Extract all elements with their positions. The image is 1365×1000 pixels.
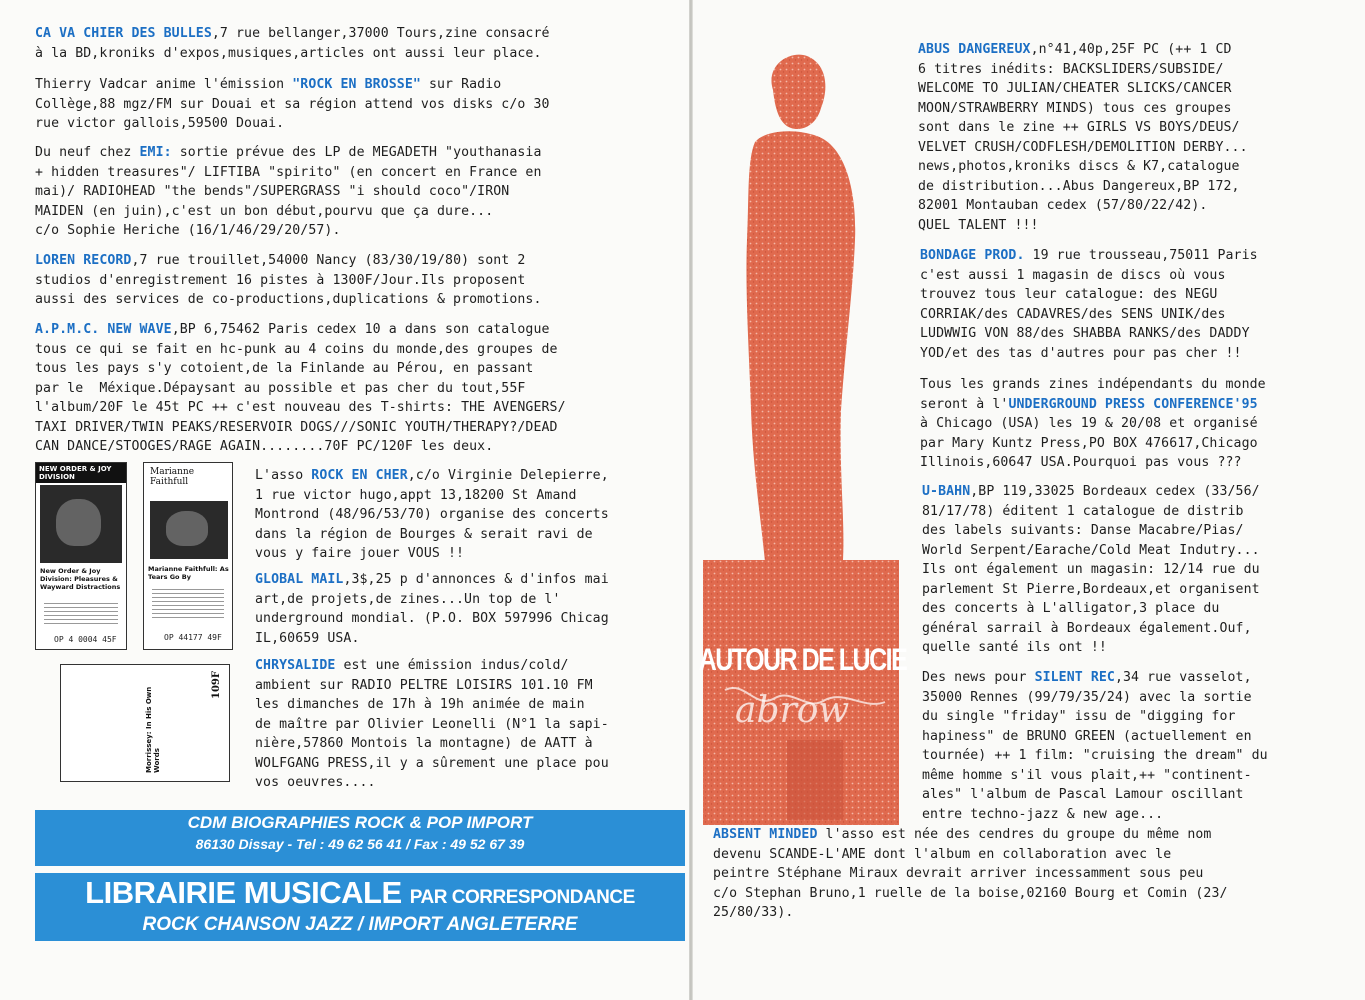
entry-apmc-new-wave: A.P.M.C. NEW WAVE,BP 6,75462 Paris cedex 10 a dans son catalogue tous ce qui se fait en hc-punk au 4 coins du monde,des groupes de tous les pays s'y cotoient,de la Finlande au Pérou, en passant par le Méxique.Dépaysant au possible et pas cher du tout,55F l'album/20F le 45t PC ++ c'est nouveau des T-shirts: THE AVENGERS/ TAXI DRIVER/TWIN PEAKS/RESERVOIR DOGS///SONIC YOUTH/THERAPY?/DEAD CAN DANCE/STOOGES/RAGE AGAIN........70F PC/120F les deux. xyxy=(35,322,566,454)
stamp-handwritten-script: abrow xyxy=(735,690,850,731)
name-bondage-prod: BONDAGE PROD. xyxy=(920,248,1025,263)
entry-silent-rec: Des news pour SILENT REC,34 rue vasselot, 35000 Rennes (99/79/35/24) avec la sortie du single "friday" issu de "digging for hapiness" de BRUNO GREEN (actuellement en tournée) ++ 1 film: "cruising the dream" du même homme s'il vous plait,++ "continent- ales" l'album de Pascal Lamour oscillant entre techno-jazz & new age... xyxy=(922,670,1268,822)
entry-ca-va-chier-des-bulles: CA VA CHIER DES BULLES,7 rue bellanger,37000 Tours,zine consacré à la BD,kroniks d'expos,musiques,articles ont aussi leur place. xyxy=(35,26,550,61)
entry-bondage-prod: BONDAGE PROD. 19 rue trousseau,75011 Paris c'est aussi 1 magasin de discs où vous trouvez tous leur catalogue: des NEGU CORRIAK/des CADAVRES/des SENS UNIK/des LUDWWIG VON 88/des SHABBA RANKS/des DADDY YOD/et des tas d'autres pour pas cher !! xyxy=(920,248,1258,361)
band-title-autour-de-lucie: AUTOUR DE LUCIE xyxy=(698,642,907,678)
entry-u-bahn: U-BAHN,BP 119,33025 Bordeaux cedex (33/56/ 81/17/78) éditent 1 catalogue de distrib des labels suivants: Danse Macabre/Pias/ World Serpent/Earache/Cold Meat Indutry... Ils ont également un magasin: 12/14 rue du parlement St Pierre,Bordeaux,et organisent des concerts à L'alligator,3 place du général sarrail à Bordeaux également.Ouf, quelle santé ils ont !! xyxy=(922,484,1260,655)
name-apmc: A.P.M.C. NEW WAVE xyxy=(35,322,172,337)
name-silent-rec: SILENT REC xyxy=(1034,670,1115,685)
name-u-bahn: U-BAHN xyxy=(922,484,971,499)
entry-underground-press-conference: Tous les grands zines indépendants du monde seront à l'UNDERGROUND PRESS CONFERENCE'95 à Chicago (USA) les 19 & 20/08 et organisé par Mary Kuntz Press,PO BOX 476617,Chicago Illinois,60647 USA.Pourquoi pas vous ??? xyxy=(920,377,1266,470)
cover-text-lines xyxy=(152,589,224,619)
cover-text-lines xyxy=(44,603,118,625)
name-abus-dangereux: ABUS DANGEREUX xyxy=(918,42,1031,57)
entry-chrysalide: CHRYSALIDE est une émission indus/cold/ ambient sur RADIO PELTRE LOISIRS 101.10 FM les dimanches de 17h à 19h animée de main de maître par Olivier Leonelli (N°1 la sapi- nière,57860 Montois la montagne) de AATT à WOLFGANG PRESS,il y a sûrement une place pou vos oeuvres.... xyxy=(255,658,609,790)
name-loren-record: LOREN RECORD xyxy=(35,253,132,268)
name-emi: EMI: xyxy=(139,145,172,160)
cover-photo xyxy=(61,665,113,725)
red-stamp-illustration xyxy=(695,50,910,830)
banner-cdm-biographies: CDM BIOGRAPHIES ROCK & POP IMPORT 86130 Dissay - Tel : 49 62 56 41 / Fax : 49 52 67 39 xyxy=(35,810,685,866)
entry-abus-dangereux: ABUS DANGEREUX,n°41,40p,25F PC (++ 1 CD 6 titres inédits: BACKSLIDERS/SUBSIDE/ WELCOME TO JULIAN/CHEATER SLICKS/CANCER MOON/STRAWBERRY MINDS) tous ces groupes sont dans le zine ++ GIRLS VS BOYS/DEUS/ VELVET CRUSH/CODFLESH/DEMOLITION DERBY... news,photos,kroniks discs & K7,catalogue de distribution...Abus Dangereux,BP 172, 82001 Montauban cedex (57/80/22/42). QUEL TALENT !!! xyxy=(918,42,1248,233)
cover-photo xyxy=(150,501,228,559)
name-absent-minded: ABSENT MINDED xyxy=(713,827,818,842)
name-chrysalide: CHRYSALIDE xyxy=(255,658,336,673)
book-cover-morrissey: Morrissey: In His Own Words 109F xyxy=(60,664,230,782)
cover-photo xyxy=(40,485,122,563)
name-underground-press: UNDERGROUND PRESS CONFERENCE'95 xyxy=(1008,396,1258,412)
book-cover-marianne-faithfull: Marianne Faithfull Marianne Faithfull: As Tears Go By OP 44177 49F xyxy=(143,462,233,650)
banner-librairie-musicale: LIBRAIRIE MUSICALE PAR CORRESPONDANCE ROCK CHANSON JAZZ / IMPORT ANGLETERRE xyxy=(35,873,685,941)
name-global-mail: GLOBAL MAIL xyxy=(255,572,344,587)
name-rock-en-cher: ROCK EN CHER xyxy=(311,468,408,483)
entry-rock-en-cher: L'asso ROCK EN CHER,c/o Virginie Delepierre, 1 rue victor hugo,appt 13,18200 St Amand Montrond (48/96/53/70) organise des concerts dans la région de Bourges & serait ravi de vous y faire jouer VOUS !! xyxy=(255,468,609,561)
entry-loren-record: LOREN RECORD,7 rue trouillet,54000 Nancy (83/30/19/80) sont 2 studios d'enregistrement 16 pistes à 1300F/Jour.Ils proposent aussi des services de co-productions,duplications & promotions. xyxy=(35,253,542,307)
name-rock-en-brosse: "ROCK EN BROSSE" xyxy=(292,77,421,92)
name-ca-va-chier: CA VA CHIER DES BULLES xyxy=(35,26,212,41)
book-cover-new-order: NEW ORDER & JOY DIVISION New Order & Joy Division: Pleasures & Wayward Distractions OP 4 0004 45F xyxy=(35,462,127,650)
entry-rock-en-brosse: Thierry Vadcar anime l'émission "ROCK EN BROSSE" sur Radio Collège,88 mgz/FM sur Douai et sa région attend vos disks c/o 30 rue victor gallois,59500 Douai. xyxy=(35,77,550,131)
entry-global-mail: GLOBAL MAIL,3$,25 p d'annonces & d'infos mai art,de projets,de zines...Un top de l' underground mondial. (P.O. BOX 597996 Chicag IL,60659 USA. xyxy=(255,572,609,646)
entry-absent-minded: ABSENT MINDED l'asso est née des cendres du groupe du même nom devenu SCANDE-L'AME dont l'album en collaboration avec le peintre Stéphane Miraux devrait arriver incessamment sous peu c/o Stephan Bruno,1 ruelle de la boise,02160 Bourg et Comin (23/ 25/80/33). xyxy=(713,827,1228,920)
entry-emi: Du neuf chez EMI: sortie prévue des LP de MEGADETH "youthanasia + hidden treasures"/ LIFTIBA "spirito" (en concert en France en mai)/ RADIOHEAD "the bends"/SUPERGRASS "i should coco"/IRON MAIDEN (en juin),c'est un bon début,pourvu que ça dure... c/o Sophie Heriche (16/1/46/29/20/57). xyxy=(35,145,542,238)
